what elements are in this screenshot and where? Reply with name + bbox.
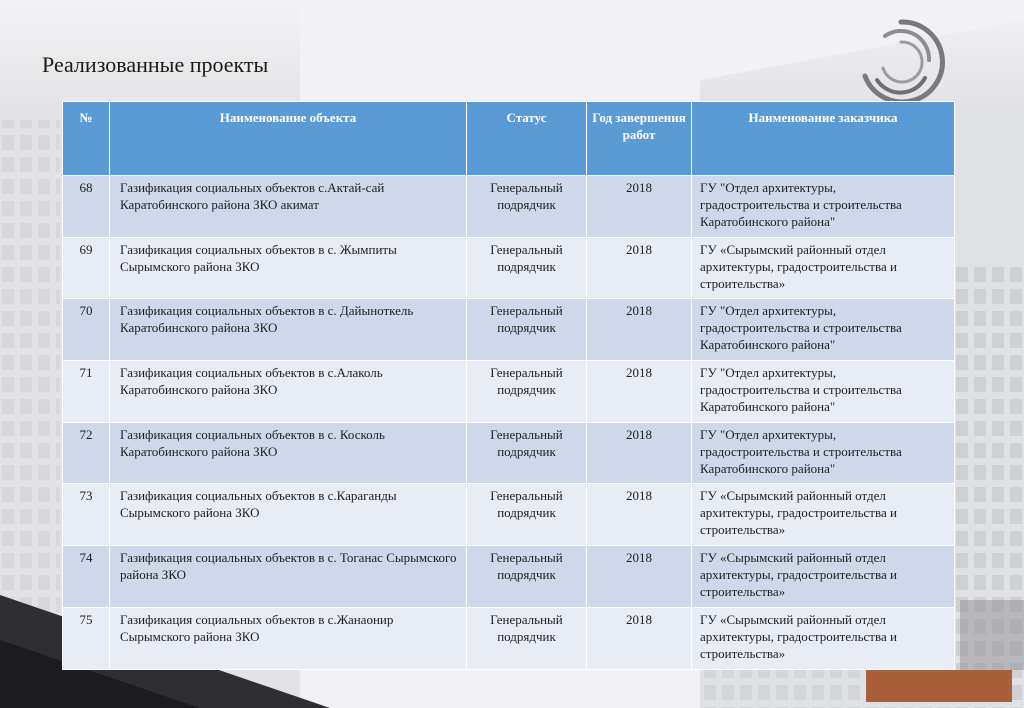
- row-year: 2018: [587, 484, 692, 546]
- table-row: [63, 299, 955, 361]
- row-number: 75: [63, 607, 110, 669]
- row-status: Генеральный подрядчик: [467, 299, 587, 361]
- projects-table: [62, 101, 954, 670]
- row-year: 2018: [587, 237, 692, 299]
- row-object-name: Газификация социальных объектов в с. Дайыноткель Каратобинского района ЗКО: [110, 299, 467, 361]
- row-year: 2018: [587, 176, 692, 238]
- row-object-name: Газификация социальных объектов в с. Жымпиты Сырымского района ЗКО: [110, 237, 467, 299]
- row-year: 2018: [587, 361, 692, 423]
- row-number: 68: [63, 176, 110, 238]
- row-status: Генеральный подрядчик: [467, 237, 587, 299]
- row-customer: ГУ «Сырымский районный отдел архитектуры, градостроительства и строительства»: [692, 237, 955, 299]
- row-object-name: Газификация социальных объектов с.Актай-сай Каратобинского района ЗКО акимат: [110, 176, 467, 238]
- row-customer: ГУ «Сырымский районный отдел архитектуры, градостроительства и строительства»: [692, 607, 955, 669]
- row-year: 2018: [587, 546, 692, 608]
- table-row: [63, 484, 955, 546]
- table-header-row: [63, 102, 955, 176]
- table-row: [63, 176, 955, 238]
- row-status: Генеральный подрядчик: [467, 422, 587, 484]
- page-title: Реализованные проекты: [42, 52, 269, 77]
- row-number: 72: [63, 422, 110, 484]
- header-status: Статус: [467, 102, 587, 176]
- row-customer: ГУ "Отдел архитектуры, градостроительства и строительства Каратобинского района": [692, 361, 955, 423]
- accent-bar: [866, 670, 1012, 702]
- row-status: Генеральный подрядчик: [467, 546, 587, 608]
- row-object-name: Газификация социальных объектов в с.Караганды Сырымского района ЗКО: [110, 484, 467, 546]
- row-customer: ГУ "Отдел архитектуры, градостроительства и строительства Каратобинского района": [692, 176, 955, 238]
- header-number: №: [63, 102, 110, 176]
- header-object-name: Наименование объекта: [110, 102, 467, 176]
- table-row: [63, 237, 955, 299]
- row-status: Генеральный подрядчик: [467, 484, 587, 546]
- row-object-name: Газификация социальных объектов в с.Жанаонир Сырымского района ЗКО: [110, 607, 467, 669]
- table-row: [63, 607, 955, 669]
- row-number: 70: [63, 299, 110, 361]
- row-object-name: Газификация социальных объектов в с.Алаколь Каратобинского района ЗКО: [110, 361, 467, 423]
- row-number: 73: [63, 484, 110, 546]
- table-row: [63, 546, 955, 608]
- table-row: [63, 361, 955, 423]
- row-number: 69: [63, 237, 110, 299]
- header-completion-year: Год завершения работ: [587, 102, 692, 176]
- row-number: 71: [63, 361, 110, 423]
- row-year: 2018: [587, 422, 692, 484]
- header-customer-name: Наименование заказчика: [692, 102, 955, 176]
- row-year: 2018: [587, 607, 692, 669]
- row-customer: ГУ «Сырымский районный отдел архитектуры, градостроительства и строительства»: [692, 546, 955, 608]
- row-number: 74: [63, 546, 110, 608]
- swirl-logo-icon: [855, 16, 947, 108]
- table-row: [63, 422, 955, 484]
- row-object-name: Газификация социальных объектов в с. Косколь Каратобинского района ЗКО: [110, 422, 467, 484]
- row-object-name: Газификация социальных объектов в с. Тоганас Сырымского района ЗКО: [110, 546, 467, 608]
- row-status: Генеральный подрядчик: [467, 176, 587, 238]
- row-status: Генеральный подрядчик: [467, 361, 587, 423]
- row-customer: ГУ "Отдел архитектуры, градостроительства и строительства Каратобинского района": [692, 299, 955, 361]
- row-status: Генеральный подрядчик: [467, 607, 587, 669]
- row-year: 2018: [587, 299, 692, 361]
- row-customer: ГУ "Отдел архитектуры, градостроительства и строительства Каратобинского района": [692, 422, 955, 484]
- row-customer: ГУ «Сырымский районный отдел архитектуры, градостроительства и строительства»: [692, 484, 955, 546]
